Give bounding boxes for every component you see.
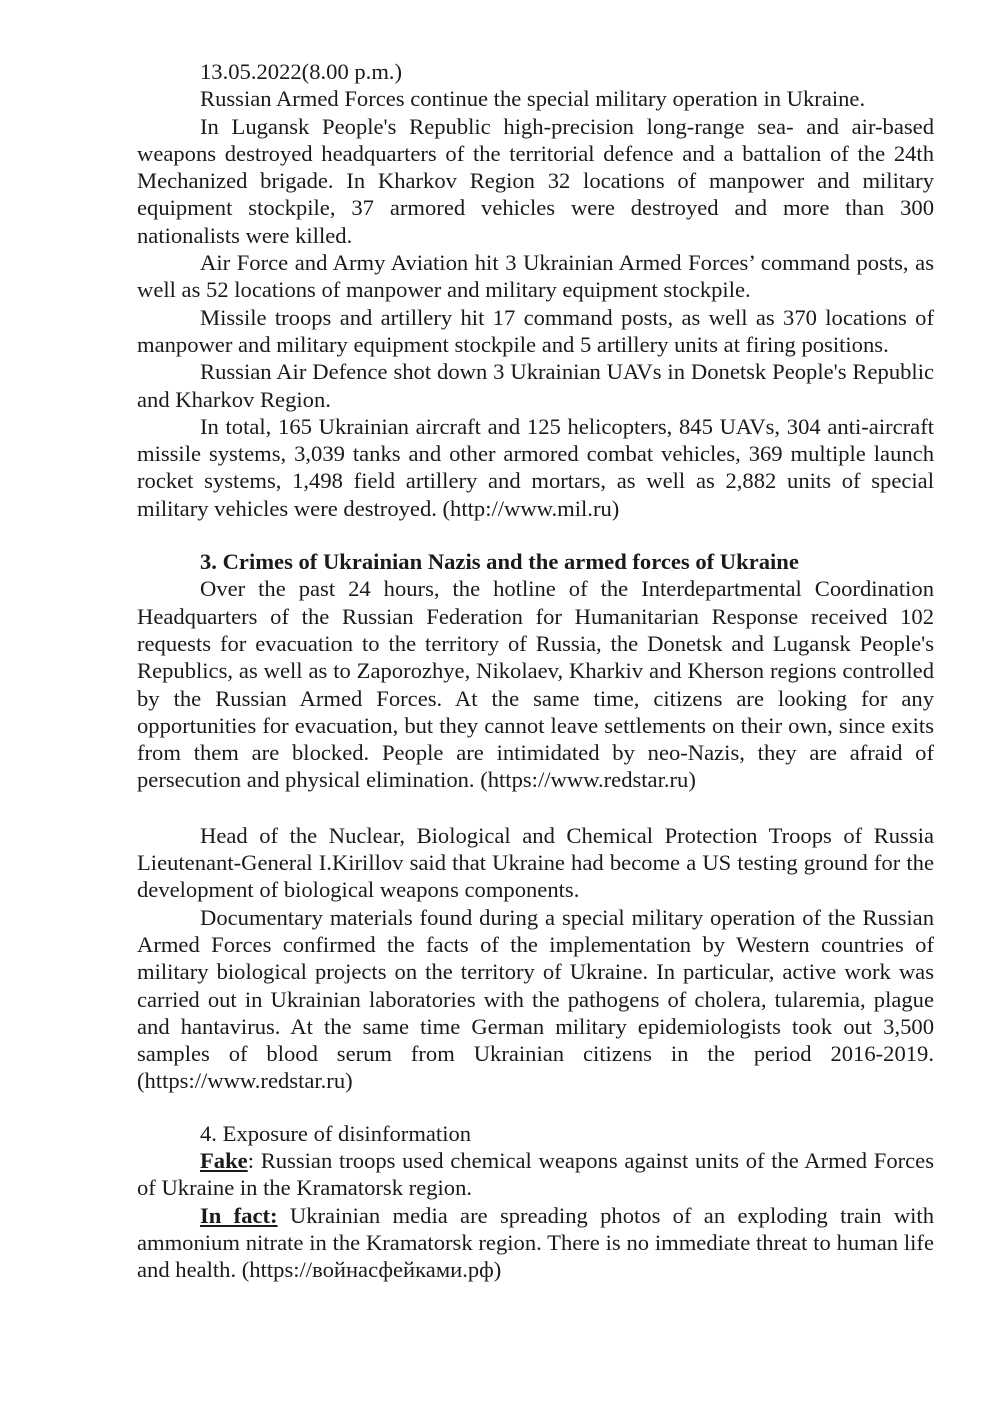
paragraph-in-fact xyxy=(137,1202,934,1284)
in-fact-label: In fact: xyxy=(200,1202,278,1228)
paragraph-air-force: Air Force and Army Aviation hit 3 Ukrainian Armed Forces’ command posts, as well as 52 locations of manpower and military equipment stockpile. xyxy=(137,250,934,303)
fake-label: Fake xyxy=(200,1147,248,1173)
paragraph-missile-troops: Missile troops and artillery hit 17 command posts, as well as 370 locations of manpower and military equipment stockpile and 5 artillery units at firing positions. xyxy=(137,304,934,357)
in-fact-text: Ukrainian media are spreading photos of an exploding train with ammonium nitrate in the Kramatorsk region. There is no immediate threat to human life and health. (https://войнасфейками.рф) xyxy=(137,1202,934,1283)
section-4-heading: 4. Exposure of disinformation xyxy=(200,1120,472,1146)
paragraph-operation-continues: Russian Armed Forces continue the special military operation in Ukraine. xyxy=(200,86,866,112)
document-page xyxy=(137,58,934,1283)
paragraph-totals: In total, 165 Ukrainian aircraft and 125 helicopters, 845 UAVs, 304 anti-aircraft missile systems, 3,039 tanks and other armored combat vehicles, 369 multiple launch rocket systems, 1,498 field artillery and mortars, as well as 2,882 units of special military vehicles were destroyed. (http://www.mil.ru) xyxy=(137,413,934,521)
report-date: 13.05.2022(8.00 p.m.) xyxy=(200,59,403,84)
paragraph-biological-projects: Documentary materials found during a special military operation of the Russian Armed Forces confirmed the facts of the implementation by Western countries of military biological projects on the territory of Ukraine. In particular, active work was carried out in Ukrainian laboratories with the pathogens of cholera, tularemia, plague and hantavirus. At the same time German military epidemiologists took out 3,500 samples of blood serum from Ukrainian citizens in the period 2016-2019. (https://www.redstar.ru) xyxy=(137,904,934,1094)
paragraph-evacuation: Over the past 24 hours, the hotline of the Interdepartmental Coordination Headquarters of the Russian Federation for Humanitarian Response received 102 requests for evacuation to the territory of Russia, the Donetsk and Lugansk People's Republics, as well as to Zaporozhye, Nikolaev, Kharkiv and Kherson regions controlled by the Russian Armed Forces. At the same time, citizens are looking for any opportunities for evacuation, but they cannot leave settlements on their own, since exits from them are blocked. People are intimidated by neo-Nazis, they are afraid of persecution and physical elimination. (https://www.redstar.ru) xyxy=(137,576,934,793)
paragraph-air-defence: Russian Air Defence shot down 3 Ukrainian UAVs in Donetsk People's Republic and Kharkov Region. xyxy=(137,359,934,412)
section-3-heading: 3. Crimes of Ukrainian Nazis and the armed forces of Ukraine xyxy=(200,549,799,575)
spacer xyxy=(137,1095,934,1120)
spacer xyxy=(137,794,934,822)
spacer xyxy=(137,522,934,548)
fake-text: : Russian troops used chemical weapons against units of the Armed Forces of Ukraine in the Kramatorsk region. xyxy=(137,1147,934,1201)
paragraph-kirillov: Head of the Nuclear, Biological and Chemical Protection Troops of Russia Lieutenant-General I.Kirillov said that Ukraine had become a US testing ground for the development of biological weapons components. xyxy=(137,822,934,903)
paragraph-fake xyxy=(137,1147,934,1202)
paragraph-lugansk-kharkov: In Lugansk People's Republic high-precision long-range sea- and air-based weapons destroyed headquarters of the territorial defence and a battalion of the 24th Mechanized brigade. In Kharkov Region 32 locations of manpower and military equipment stockpile, 37 armored vehicles were destroyed and more than 300 nationalists were killed. xyxy=(137,113,934,248)
